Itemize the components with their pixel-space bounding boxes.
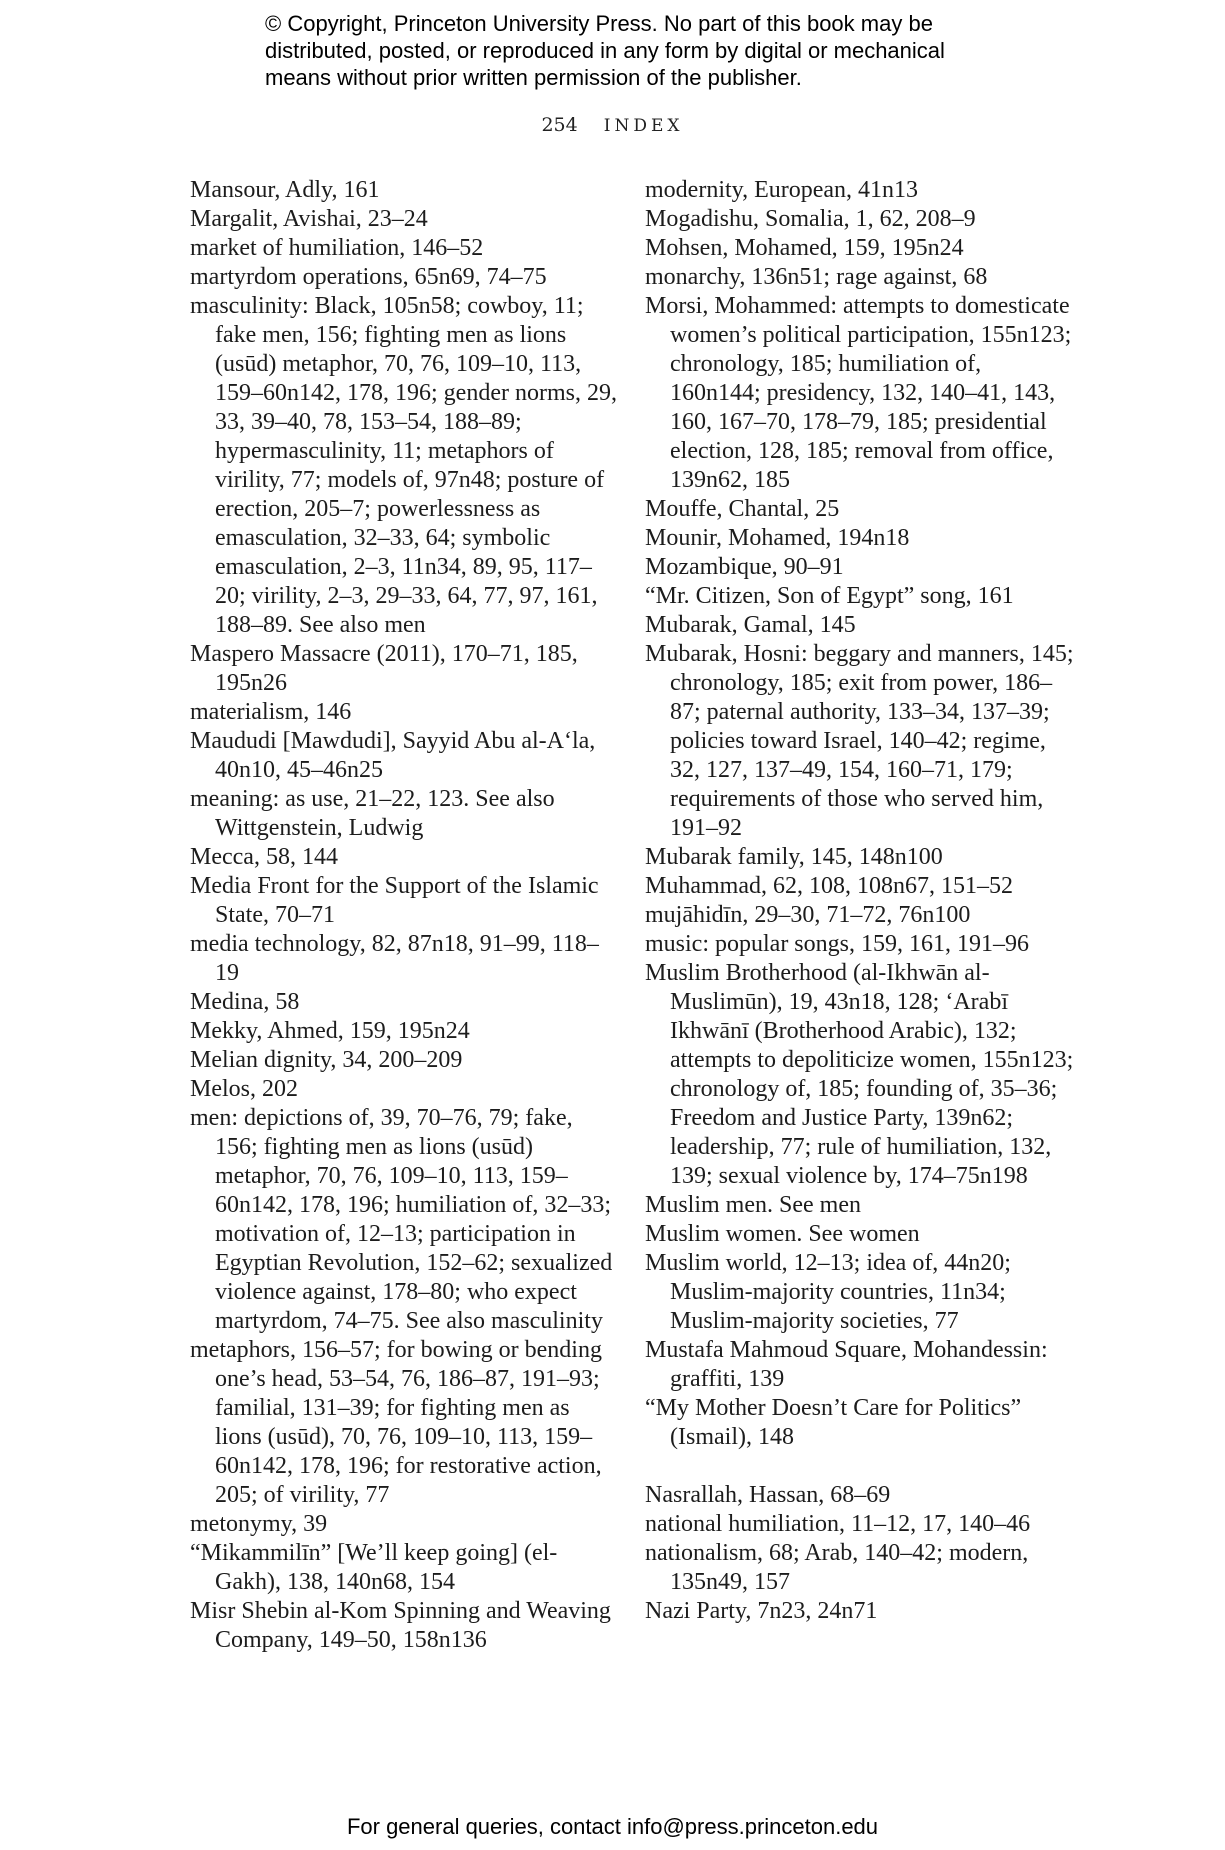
index-entry: Mekky, Ahmed, 159, 195n24 — [190, 1018, 470, 1044]
index-entry: martyrdom operations, 65n69, 74–75 — [190, 264, 547, 290]
index-entry: Mecca, 58, 144 — [190, 844, 338, 870]
index-entry: Mozambique, 90–91 — [645, 554, 844, 580]
index-entry: metonymy, 39 — [190, 1511, 328, 1537]
section-title: INDEX — [603, 116, 684, 136]
copyright-line: means without prior written permission of the publisher. — [265, 65, 802, 90]
copyright-notice — [265, 10, 985, 91]
index-entry: “My Mother Doesn’t Care for Politics” (Ismail), 148 — [645, 1395, 1022, 1450]
index-entry: Mubarak, Hosni: beggary and manners, 145; chronology, 185; exit from power, 186–87; paternal authority, 133–34, 137–39; policies toward Israel, 140–42; regime, 32, 127, 137–49, 154, 160–71, 179; requirements of those who served him, 191–92 — [645, 641, 1074, 841]
index-entry: men: depictions of, 39, 70–76, 79; fake, 156; fighting men as lions (usūd) metaphor, 70, 76, 109–10, 113, 159–60n142, 178, 196; humiliation of, 32–33; motivation of, 12–13; participation in Egyptian Revolution, 152–62; sexualized violence against, 178–80; who expect martyrdom, 74–75. See also masculinity — [190, 1105, 613, 1334]
index-entry: “Mr. Citizen, Son of Egypt” song, 161 — [645, 583, 1014, 609]
index-entry: music: popular songs, 159, 161, 191–96 — [645, 931, 1029, 957]
index-entry: Melian dignity, 34, 200–209 — [190, 1047, 463, 1073]
index-entry: market of humiliation, 146–52 — [190, 235, 484, 261]
index-entry: Morsi, Mohammed: attempts to domesticate women’s political participation, 155n123; chronology, 185; humiliation of, 160n144; presidency, 132, 140–41, 143, 160, 167–70, 178–79, 185; presidential election, 128, 185; removal from office, 139n62, 185 — [645, 293, 1072, 493]
index-entry: “Mikammilīn” [We’ll keep going] (el-Gakh), 138, 140n68, 154 — [190, 1540, 558, 1595]
index-entry: Mouffe, Chantal, 25 — [645, 496, 840, 522]
index-entry: Muslim women. See women — [645, 1221, 920, 1247]
index-entry: monarchy, 136n51; rage against, 68 — [645, 264, 988, 290]
index-entry: Melos, 202 — [190, 1076, 298, 1102]
index-entry: materialism, 146 — [190, 699, 352, 725]
copyright-line: © Copyright, Princeton University Press. No part of this book may be — [265, 11, 933, 36]
index-entry: Nazi Party, 7n23, 24n71 — [645, 1598, 878, 1624]
index-entry: Mounir, Mohamed, 194n18 — [645, 525, 910, 551]
index-entry: media technology, 82, 87n18, 91–99, 118–19 — [190, 931, 599, 986]
page-number: 254 — [541, 114, 578, 136]
index-column-left — [190, 176, 620, 1655]
index-entry: meaning: as use, 21–22, 123. See also Wittgenstein, Ludwig — [190, 786, 555, 841]
index-entry: Muslim men. See men — [645, 1192, 861, 1218]
index-entry: Nasrallah, Hassan, 68–69 — [645, 1482, 891, 1508]
index-entry: Mohsen, Mohamed, 159, 195n24 — [645, 235, 964, 261]
index-entry: masculinity: Black, 105n58; cowboy, 11; fake men, 156; fighting men as lions (usūd) metaphor, 70, 76, 109–10, 113, 159–60n142, 178, 196; gender norms, 29, 33, 39–40, 78, 153–54, 188–89; hypermasculinity, 11; metaphors of virility, 77; models of, 97n48; posture of erection, 205–7; powerlessness as emasculation, 32–33, 64; symbolic emasculation, 2–3, 11n34, 89, 95, 117–20; virility, 2–3, 29–33, 64, 77, 97, 161, 188–89. See also men — [190, 293, 617, 638]
footer-contact: For general queries, contact info@press.princeton.edu — [346, 1814, 879, 1839]
index-entry: metaphors, 156–57; for bowing or bending one’s head, 53–54, 76, 186–87, 191–93; familial, 131–39; for fighting men as lions (usūd), 70, 76, 109–10, 113, 159–60n142, 178, 196; for restorative action, 205; of virility, 77 — [190, 1337, 602, 1508]
index-entry: Mubarak, Gamal, 145 — [645, 612, 856, 638]
index-entry: Muhammad, 62, 108, 108n67, 151–52 — [645, 873, 1013, 899]
index-entry: Media Front for the Support of the Islamic State, 70–71 — [190, 873, 599, 928]
index-entry: Misr Shebin al-Kom Spinning and Weaving Company, 149–50, 158n136 — [190, 1598, 611, 1653]
index-entry: Medina, 58 — [190, 989, 300, 1015]
copyright-line: distributed, posted, or reproduced in any form by digital or mechanical — [265, 38, 945, 63]
index-entry: Mustafa Mahmoud Square, Mohandessin: graffiti, 139 — [645, 1337, 1048, 1392]
index-entry: nationalism, 68; Arab, 140–42; modern, 135n49, 157 — [645, 1540, 1029, 1595]
index-entry: Mansour, Adly, 161 — [190, 177, 380, 203]
index-entry: Maspero Massacre (2011), 170–71, 185, 195n26 — [190, 641, 578, 696]
index-entry: Margalit, Avishai, 23–24 — [190, 206, 428, 232]
running-head — [0, 114, 1225, 136]
index-entry: modernity, European, 41n13 — [645, 177, 919, 203]
index-entry: Mubarak family, 145, 148n100 — [645, 844, 943, 870]
index-column-right — [645, 176, 1075, 1626]
index-entry: Muslim world, 12–13; idea of, 44n20; Muslim-majority countries, 11n34; Muslim-majority societies, 77 — [645, 1250, 1011, 1334]
index-entry: Maududi [Mawdudi], Sayyid Abu al-A‘la, 40n10, 45–46n25 — [190, 728, 596, 783]
index-entry: Mogadishu, Somalia, 1, 62, 208–9 — [645, 206, 976, 232]
index-entry: Muslim Brotherhood (al-Ikhwān al-Muslimūn), 19, 43n18, 128; ‘Arabī Ikhwānī (Brotherhood Arabic), 132; attempts to depoliticize women, 155n123; chronology of, 185; founding of, 35–36; Freedom and Justice Party, 139n62; leadership, 77; rule of humiliation, 132, 139; sexual violence by, 174–75n198 — [645, 960, 1074, 1189]
index-entry: national humiliation, 11–12, 17, 140–46 — [645, 1511, 1031, 1537]
index-entry: mujāhidīn, 29–30, 71–72, 76n100 — [645, 902, 971, 928]
